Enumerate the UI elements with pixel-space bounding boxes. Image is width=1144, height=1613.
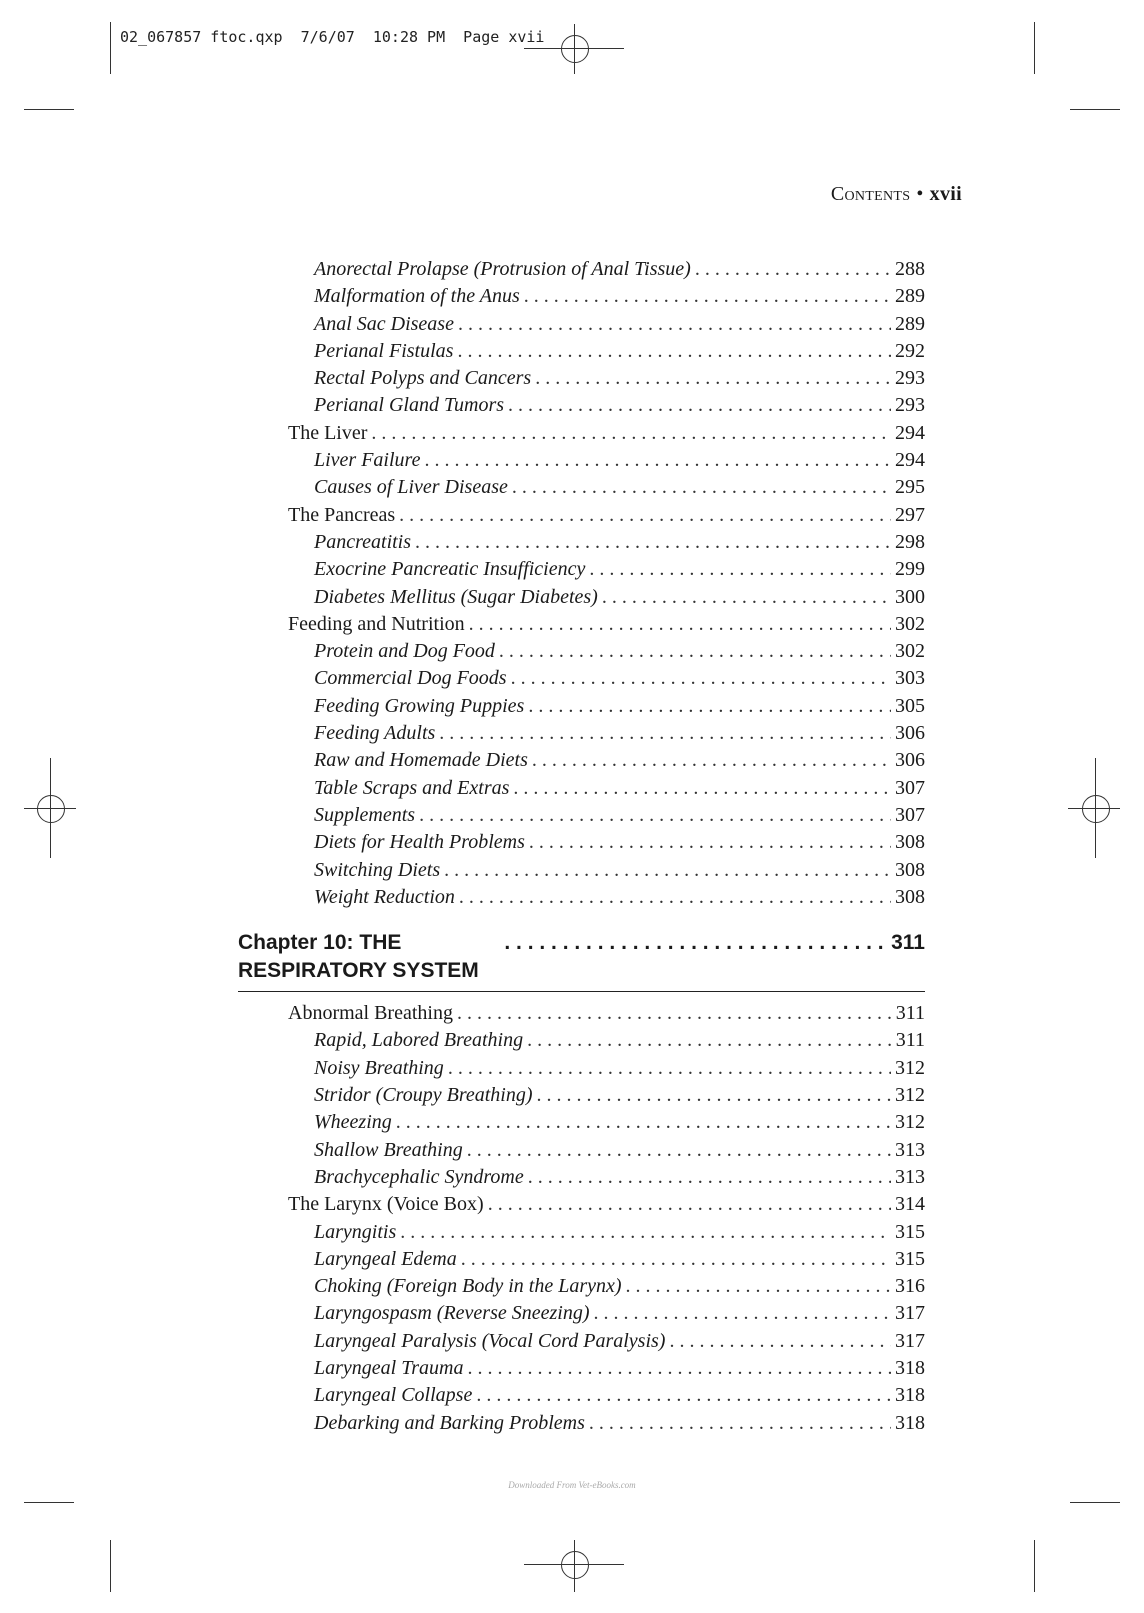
chapter-title: Chapter 10: THE RESPIRATORY SYSTEM bbox=[238, 931, 479, 983]
leader-dots bbox=[513, 775, 891, 802]
toc-entry-label: Perianal Gland Tumors bbox=[314, 394, 505, 417]
toc-entry-label: Feeding and Nutrition bbox=[288, 612, 465, 635]
toc-entry-label: Supplements bbox=[314, 803, 416, 826]
leader-dots bbox=[467, 1137, 891, 1164]
toc-entry[interactable] bbox=[238, 829, 925, 856]
leader-dots bbox=[504, 929, 883, 957]
crop-mark-top-right-h bbox=[1070, 109, 1120, 110]
leader-dots bbox=[532, 747, 891, 774]
toc-entry-label: Protein and Dog Food bbox=[314, 640, 495, 663]
printer-slug: 02_067857 ftoc.qxp 7/6/07 10:28 PM Page xvii bbox=[120, 28, 545, 46]
leader-dots bbox=[626, 1273, 891, 1300]
chapter-heading[interactable] bbox=[238, 929, 925, 992]
toc-entry-label: Diabetes Mellitus (Sugar Diabetes) bbox=[314, 585, 598, 608]
toc-entry[interactable] bbox=[238, 392, 925, 419]
toc-entry-page-number: 288 bbox=[895, 258, 925, 280]
toc-entry[interactable] bbox=[238, 1219, 925, 1246]
leader-dots bbox=[512, 474, 891, 501]
toc-entry-page-number: 306 bbox=[895, 749, 925, 772]
toc-entry-label: Stridor (Croupy Breathing) bbox=[314, 1084, 533, 1107]
running-head bbox=[831, 183, 962, 206]
toc-entry-label: Liver Failure bbox=[314, 449, 421, 472]
toc-entry-label: Rapid, Labored Breathing bbox=[314, 1029, 524, 1052]
toc-entry[interactable] bbox=[238, 1109, 925, 1136]
toc-entry-label: Laryngeal Edema bbox=[314, 1247, 457, 1270]
toc-entry-page-number: 308 bbox=[895, 858, 925, 881]
toc-entry-label: Switching Diets bbox=[314, 858, 441, 881]
toc-entry-page-number: 317 bbox=[895, 1302, 925, 1325]
crop-mark-bottom-left-v bbox=[110, 1540, 111, 1592]
toc-entry-page-number: 318 bbox=[895, 1356, 925, 1379]
leader-dots bbox=[457, 1000, 892, 1027]
toc-entry-label: The Pancreas bbox=[288, 503, 396, 526]
toc-entry-label: The Larynx (Voice Box) bbox=[288, 1193, 484, 1216]
toc-entry[interactable] bbox=[238, 1137, 925, 1164]
toc-entry-label: Shallow Breathing bbox=[314, 1138, 463, 1161]
toc-entry-label: Noisy Breathing bbox=[314, 1056, 444, 1079]
toc-entry-page-number: 313 bbox=[895, 1138, 925, 1161]
toc-entry-page-number: 298 bbox=[895, 530, 925, 553]
toc-entry[interactable] bbox=[238, 447, 925, 474]
leader-dots bbox=[537, 1082, 891, 1109]
leader-dots bbox=[594, 1300, 892, 1327]
leader-dots bbox=[458, 311, 891, 338]
toc-entry[interactable] bbox=[238, 365, 925, 392]
toc-entry[interactable] bbox=[238, 556, 925, 583]
toc-entry-label: Raw and Homemade Diets bbox=[314, 749, 528, 772]
toc-entry-label: Anal Sac Disease bbox=[314, 312, 454, 335]
toc-entry-page-number: 318 bbox=[895, 1384, 925, 1407]
leader-dots bbox=[488, 1191, 891, 1218]
toc-entry[interactable] bbox=[238, 638, 925, 665]
toc-entry[interactable] bbox=[238, 1273, 925, 1300]
toc-entry-page-number: 307 bbox=[895, 776, 925, 799]
toc-entry[interactable] bbox=[238, 1164, 925, 1191]
toc-entry-label: Laryngospasm (Reverse Sneezing) bbox=[314, 1302, 590, 1325]
toc-entry-page-number: 311 bbox=[895, 1029, 925, 1052]
toc-entry-page-number: 318 bbox=[895, 1411, 925, 1434]
toc-entry-page-number: 315 bbox=[895, 1247, 925, 1270]
toc-entry[interactable] bbox=[238, 1328, 925, 1355]
toc-entry[interactable] bbox=[238, 311, 925, 338]
toc-entry[interactable] bbox=[238, 1410, 925, 1437]
leader-dots bbox=[448, 1055, 891, 1082]
toc-entry-label: Pancreatitis bbox=[314, 530, 412, 553]
toc-entry[interactable] bbox=[238, 747, 925, 774]
toc-entry[interactable] bbox=[238, 1027, 925, 1054]
toc-entry-page-number: 312 bbox=[895, 1056, 925, 1079]
toc-entry-page-number: 305 bbox=[895, 694, 925, 717]
toc-entry-label: Choking (Foreign Body in the Larynx) bbox=[314, 1275, 622, 1298]
leader-dots bbox=[528, 1164, 891, 1191]
leader-dots bbox=[589, 1410, 891, 1437]
toc-entry-page-number: 289 bbox=[895, 312, 925, 335]
crop-mark-bottom-right-v bbox=[1034, 1540, 1035, 1592]
leader-dots bbox=[499, 638, 891, 665]
toc-entry[interactable] bbox=[238, 1082, 925, 1109]
toc-entry[interactable] bbox=[238, 1382, 925, 1409]
leader-dots bbox=[444, 857, 891, 884]
toc-entry[interactable] bbox=[238, 611, 925, 638]
leader-dots bbox=[396, 1109, 891, 1136]
toc-entry-page-number: 312 bbox=[895, 1111, 925, 1134]
toc-entry-label: Exocrine Pancreatic Insufficiency bbox=[314, 558, 586, 581]
toc-entry[interactable] bbox=[238, 775, 925, 802]
toc-entry[interactable] bbox=[238, 1246, 925, 1273]
leader-dots bbox=[415, 529, 891, 556]
leader-dots bbox=[419, 802, 891, 829]
toc-entry[interactable] bbox=[238, 665, 925, 692]
leader-dots bbox=[476, 1382, 891, 1409]
toc-entry-label: Malformation of the Anus bbox=[314, 285, 520, 308]
toc-entry-label: Debarking and Barking Problems bbox=[314, 1411, 585, 1434]
leader-dots bbox=[399, 502, 891, 529]
leader-dots bbox=[469, 611, 891, 638]
toc-entry[interactable] bbox=[238, 1300, 925, 1327]
toc-entry-label: Feeding Growing Puppies bbox=[314, 694, 525, 717]
watermark: Downloaded From Vet-eBooks.com bbox=[508, 1480, 636, 1490]
toc-entry[interactable] bbox=[238, 256, 925, 283]
toc-entry-page-number: 294 bbox=[895, 449, 925, 472]
crop-mark-bottom-right-h bbox=[1070, 1502, 1120, 1503]
toc-entry-page-number: 292 bbox=[895, 339, 925, 362]
toc-entry-page-number: 300 bbox=[895, 585, 925, 608]
toc-entry-label: Abnormal Breathing bbox=[288, 1002, 453, 1025]
toc-entry-label: Table Scraps and Extras bbox=[314, 776, 510, 799]
toc-entry[interactable] bbox=[238, 884, 925, 911]
toc-entry-label: Laryngeal Trauma bbox=[314, 1356, 464, 1379]
leader-dots bbox=[467, 1355, 891, 1382]
running-head-separator: • bbox=[916, 183, 924, 205]
toc-entry-label: Brachycephalic Syndrome bbox=[314, 1165, 524, 1188]
toc-entry-label: Rectal Polyps and Cancers bbox=[314, 367, 532, 390]
crop-mark-top-right-v bbox=[1034, 22, 1035, 74]
running-head-title: Contents bbox=[830, 183, 911, 205]
toc-entry[interactable] bbox=[238, 1355, 925, 1382]
leader-dots bbox=[524, 283, 891, 310]
toc-entry-label: Anorectal Prolapse (Protrusion of Anal Tissue) bbox=[314, 258, 691, 280]
crop-mark-top-left-h bbox=[24, 109, 74, 110]
leader-dots bbox=[589, 556, 891, 583]
toc-entry-label: Laryngitis bbox=[314, 1220, 397, 1243]
crop-mark-bottom-left-h bbox=[24, 1502, 74, 1503]
running-head-page-number: xvii bbox=[929, 183, 962, 205]
toc-entry-page-number: 313 bbox=[895, 1165, 925, 1188]
crop-mark-top-left-v bbox=[110, 22, 111, 74]
toc-entry[interactable] bbox=[238, 338, 925, 365]
toc-entry-page-number: 306 bbox=[895, 722, 925, 745]
toc-entry[interactable] bbox=[238, 584, 925, 611]
toc-entry[interactable] bbox=[238, 502, 925, 529]
toc-entry-label: Laryngeal Paralysis (Vocal Cord Paralysis) bbox=[314, 1329, 666, 1352]
toc-entry-label: Laryngeal Collapse bbox=[314, 1384, 473, 1407]
leader-dots bbox=[529, 829, 891, 856]
toc-entry[interactable] bbox=[238, 693, 925, 720]
toc-entry-page-number: 297 bbox=[895, 503, 925, 526]
toc-entry-page-number: 316 bbox=[895, 1275, 925, 1298]
toc-entry[interactable] bbox=[238, 1000, 925, 1027]
toc-entry-page-number: 295 bbox=[895, 476, 925, 499]
leader-dots bbox=[602, 584, 891, 611]
toc-entry-page-number: 317 bbox=[895, 1329, 925, 1352]
leader-dots bbox=[459, 884, 891, 911]
leader-dots bbox=[535, 365, 891, 392]
toc-entry[interactable] bbox=[238, 420, 925, 447]
leader-dots bbox=[371, 420, 891, 447]
toc-entry[interactable] bbox=[238, 283, 925, 310]
toc-entry-page-number: 302 bbox=[895, 612, 925, 635]
toc-entry-label: The Liver bbox=[288, 421, 368, 444]
toc-entry-label: Weight Reduction bbox=[314, 885, 455, 908]
toc-entry-page-number: 293 bbox=[895, 394, 925, 417]
leader-dots bbox=[527, 1027, 892, 1054]
toc-entry-page-number: 311 bbox=[895, 1002, 925, 1025]
leader-dots bbox=[461, 1246, 891, 1273]
toc-entry-label: Diets for Health Problems bbox=[314, 831, 525, 854]
toc-entry-page-number: 299 bbox=[895, 558, 925, 581]
toc-entry-page-number: 289 bbox=[895, 285, 925, 308]
toc-entry-label: Causes of Liver Disease bbox=[314, 476, 508, 499]
toc-entry-label: Wheezing bbox=[314, 1111, 392, 1134]
toc-entry-page-number: 314 bbox=[895, 1193, 925, 1216]
toc-section-digestive bbox=[238, 256, 925, 911]
toc-entry-page-number: 307 bbox=[895, 803, 925, 826]
toc-entry-label: Feeding Adults bbox=[314, 722, 436, 745]
toc-entry[interactable] bbox=[238, 1055, 925, 1082]
toc-entry-page-number: 302 bbox=[895, 640, 925, 663]
table-of-contents bbox=[238, 256, 925, 1437]
toc-entry-label: Perianal Fistulas bbox=[314, 339, 454, 362]
leader-dots bbox=[457, 338, 891, 365]
leader-dots bbox=[439, 720, 891, 747]
leader-dots bbox=[511, 665, 891, 692]
chapter-page-number: 311 bbox=[891, 931, 925, 955]
leader-dots bbox=[695, 256, 891, 283]
toc-entry-page-number: 315 bbox=[895, 1220, 925, 1243]
toc-entry[interactable] bbox=[238, 857, 925, 884]
toc-entry[interactable] bbox=[238, 720, 925, 747]
toc-entry[interactable] bbox=[238, 802, 925, 829]
toc-entry-page-number: 303 bbox=[895, 667, 925, 690]
toc-entry[interactable] bbox=[238, 474, 925, 501]
toc-entry[interactable] bbox=[238, 529, 925, 556]
toc-entry[interactable] bbox=[238, 1191, 925, 1218]
leader-dots bbox=[400, 1219, 891, 1246]
toc-entry-page-number: 308 bbox=[895, 885, 925, 908]
toc-entry-page-number: 293 bbox=[895, 367, 925, 390]
toc-entry-page-number: 294 bbox=[895, 421, 925, 444]
toc-entry-label: Commercial Dog Foods bbox=[314, 667, 507, 690]
leader-dots bbox=[424, 447, 891, 474]
leader-dots bbox=[669, 1328, 891, 1355]
leader-dots bbox=[508, 392, 891, 419]
toc-entry-page-number: 308 bbox=[895, 831, 925, 854]
leader-dots bbox=[528, 693, 891, 720]
toc-entry-page-number: 312 bbox=[895, 1084, 925, 1107]
toc-section-respiratory bbox=[238, 1000, 925, 1437]
